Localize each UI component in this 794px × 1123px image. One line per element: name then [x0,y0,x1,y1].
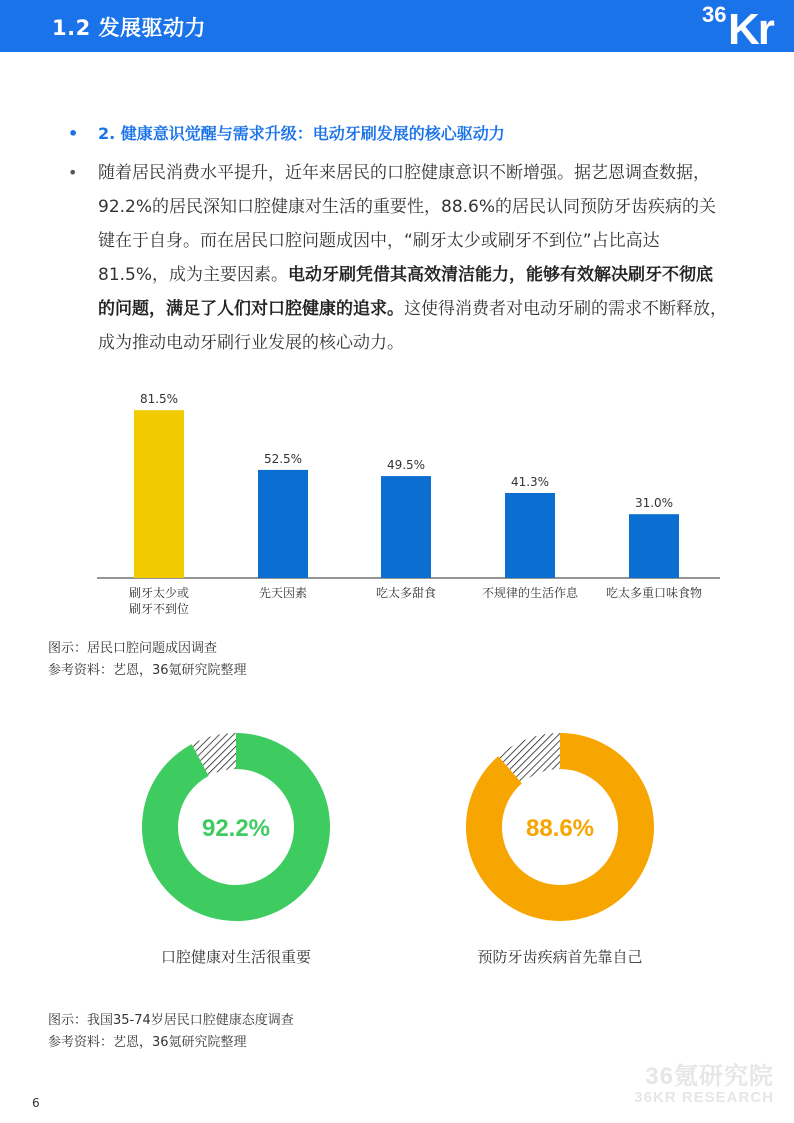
bar-4 [505,493,555,578]
36kr-logo [694,0,794,52]
header-bar [0,0,794,52]
bullet-paragraph [68,156,728,360]
page-number: 6 [32,1096,40,1110]
bar-value-label-3: 49.5% [386,458,426,473]
bar-5 [629,514,679,578]
bullet-list [68,120,728,360]
category-label-3: 吃太多甜食 [375,586,437,600]
chart1-caption [48,638,247,682]
bar-3 [381,476,431,578]
chart1-title: 图示：居民口腔问题成因调查 [48,641,218,656]
chart2-source: 参考资料：艺恩，36氪研究院整理 [48,1035,247,1050]
logo-number: 36 [702,2,727,27]
watermark-en: 36KR RESEARCH [634,1089,774,1106]
donut1-value-label: 92.2% [201,815,271,842]
chart1-source: 参考资料：艺恩，36氪研究院整理 [48,663,247,678]
bullet-heading [68,120,728,148]
chart2-caption [48,1010,294,1054]
bar-chart [0,385,794,625]
donut2-label: 预防牙齿疾病首先靠自己 [477,948,643,966]
donut1-remainder-arc [200,751,236,760]
paragraph-bold-text: 电动牙刷凭借其高效清洁能力，能够有效解决刷牙不彻底的问题，满足了人们对口腔健康的追求。 [98,265,714,319]
paragraph-text: 随着居民消费水平提升，近年来居民的口腔健康意识不断增强。据艺恩调查数据，92.2%的居民深知口腔健康对生活的重要性，88.6%的居民认同预防牙齿疾病的关键在于自身。而在居民口腔问题成因中，“刷牙太少或刷牙不到位”占比高达81.5%，成为主要因素。 [98,163,717,285]
donut1-label: 口腔健康对生活很重要 [160,948,311,966]
section-title: 1.2 发展驱动力 [52,16,207,40]
chart2-title: 图示：我国35-74岁居民口腔健康态度调查 [48,1013,294,1028]
watermark-cn: 36氪研究院 [645,1063,774,1090]
bullet-dot: • [68,163,78,182]
bar-value-label-2: 52.5% [263,451,303,466]
bullet-dot: • [68,124,79,143]
bar-value-label-5: 31.0% [634,496,674,511]
bullet-heading-text: 2. 健康意识觉醒与需求升级：电动牙刷发展的核心驱动力 [98,124,505,143]
category-label-1-line-1: 刷牙太少或 [128,586,190,600]
bar-2 [258,470,308,578]
category-label-2: 先天因素 [258,586,308,600]
donut2-remainder-arc [510,751,560,770]
category-label-5: 吃太多重口味食物 [605,586,703,600]
category-label-4: 不规律的生活作息 [481,586,579,600]
logo-text: Kr [728,5,773,54]
watermark [634,1056,774,1106]
paragraph-text-end: 这使得消费者对电动牙刷的需求不断释放，成为推动电动牙刷行业发展的核心动力。 [98,299,727,353]
donut2-value-label: 88.6% [525,815,595,842]
bar-value-label-1: 81.5% [139,392,179,407]
donut-charts [0,720,794,940]
bar-value-label-4: 41.3% [510,474,550,489]
category-label-1-line-2: 刷牙不到位 [128,602,190,616]
bar-1 [134,410,184,578]
